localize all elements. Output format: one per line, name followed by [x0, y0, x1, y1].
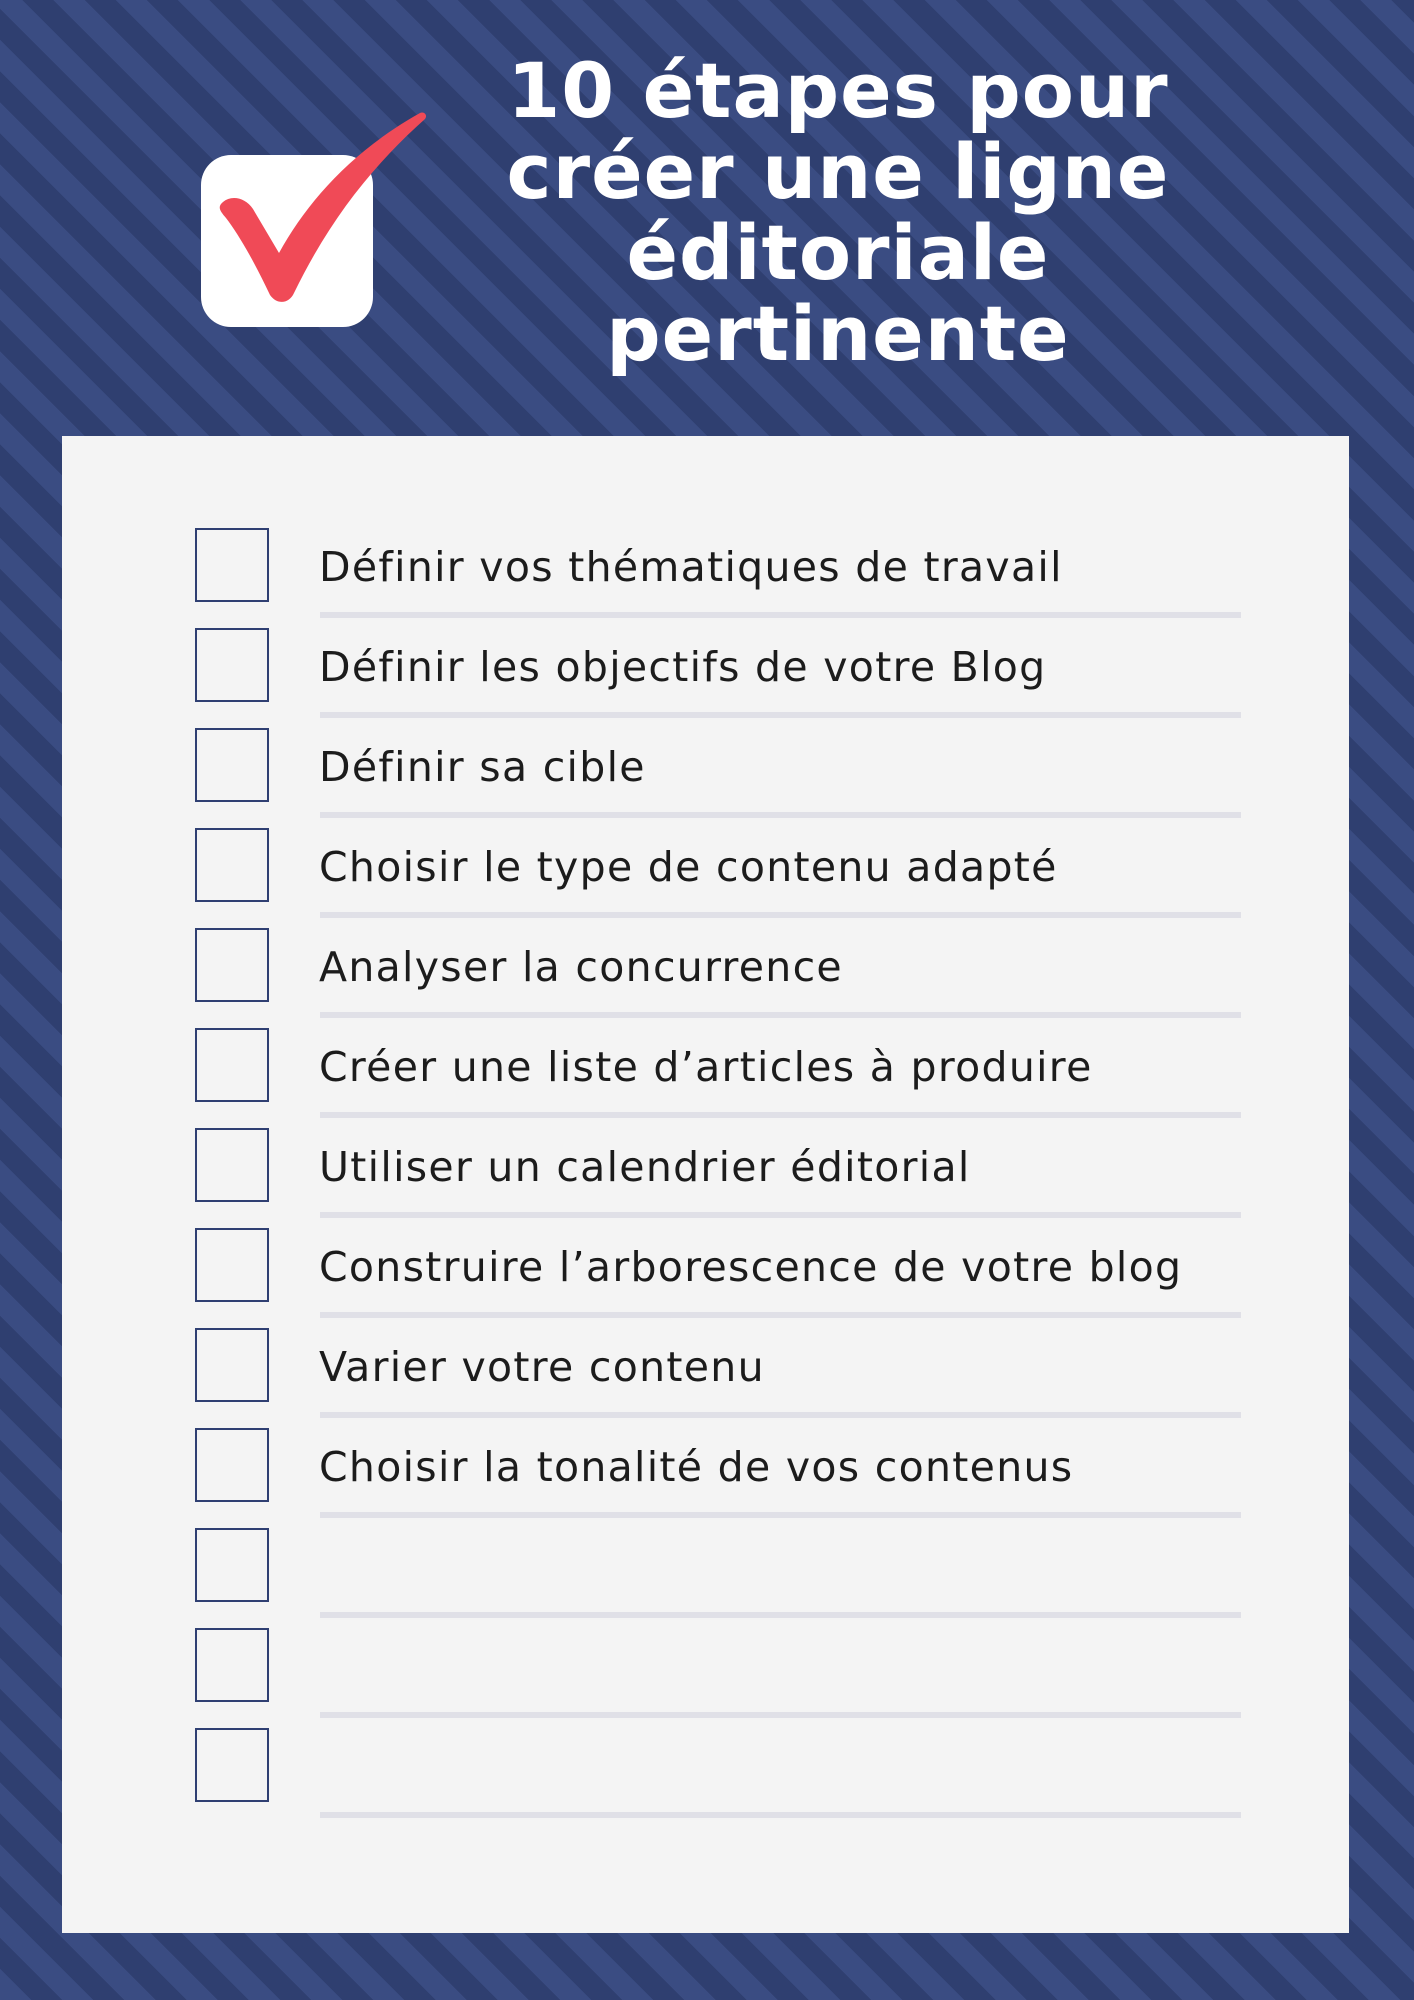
checkmark-icon	[195, 105, 435, 335]
checklist-item	[62, 1536, 1349, 1636]
title-line: 10 étapes pour	[507, 46, 1169, 135]
checklist-item	[62, 536, 1349, 691]
checkbox[interactable]	[195, 1728, 269, 1802]
checklist	[62, 436, 1349, 1933]
checklist-item-label: Définir sa cible	[319, 743, 646, 791]
checklist-item	[62, 936, 1349, 1091]
checklist-item-label: Utiliser un calendrier éditorial	[319, 1143, 971, 1191]
page-title	[478, 46, 1198, 378]
checklist-item	[62, 1036, 1349, 1191]
checklist-item-label: Analyser la concurrence	[319, 943, 843, 991]
checklist-item	[62, 736, 1349, 891]
checklist-item	[62, 836, 1349, 991]
checklist-item-label: Choisir la tonalité de vos contenus	[319, 1443, 1074, 1491]
title-line: éditoriale	[626, 208, 1050, 297]
checklist-item-label: Varier votre contenu	[319, 1343, 765, 1391]
checklist-item	[62, 1236, 1349, 1391]
checklist-item	[62, 1136, 1349, 1291]
checklist-card	[62, 436, 1349, 1933]
checklist-item-label: Choisir le type de contenu adapté	[319, 843, 1058, 891]
checklist-item-label: Créer une liste d’articles à produire	[319, 1043, 1093, 1091]
checklist-item	[62, 636, 1349, 791]
checklist-item	[62, 436, 1349, 591]
divider-line	[320, 1812, 1241, 1818]
checklist-item	[62, 1336, 1349, 1491]
title-line: créer une ligne	[506, 127, 1170, 216]
title-line: pertinente	[606, 289, 1070, 378]
header	[0, 0, 1414, 420]
checklist-item-label: Définir les objectifs de votre Blog	[319, 643, 1047, 691]
checklist-item-label: Définir vos thématiques de travail	[319, 543, 1063, 591]
checklist-item-label: Construire l’arborescence de votre blog	[319, 1243, 1183, 1291]
checklist-item	[62, 1436, 1349, 1536]
checklist-item	[62, 1636, 1349, 1736]
